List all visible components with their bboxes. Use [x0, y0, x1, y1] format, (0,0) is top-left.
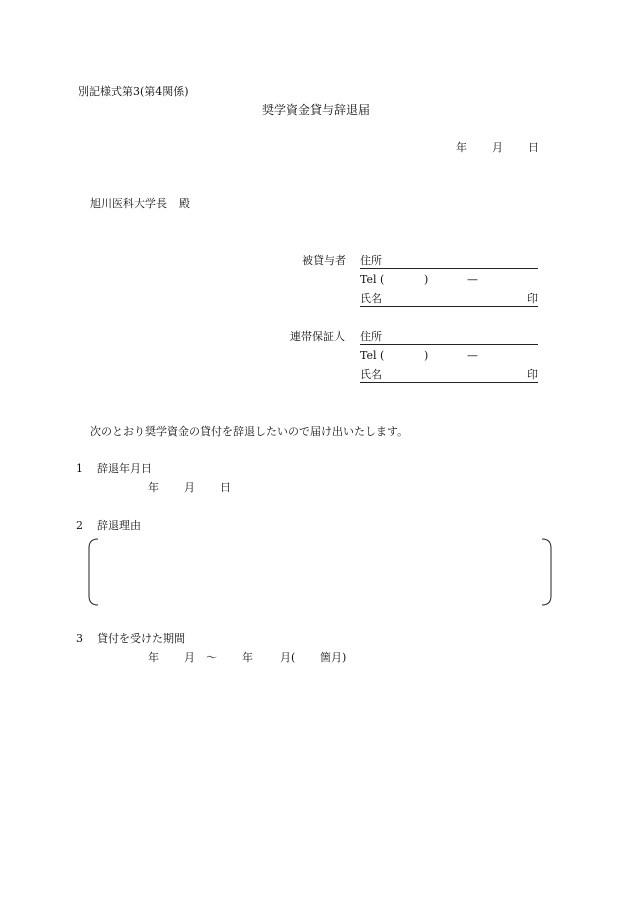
- section3-heading: [76, 632, 185, 646]
- addressee-name: 旭川医科大学長: [90, 197, 167, 210]
- guarantor-tel-label: Tel (: [360, 349, 385, 362]
- guarantor-seal-mark: 印: [527, 368, 538, 381]
- guarantor-tel-field[interactable]: [360, 349, 478, 363]
- addressee: [90, 197, 190, 211]
- borrower-tel-field[interactable]: [360, 273, 478, 287]
- borrower-address-field[interactable]: [360, 254, 538, 269]
- guarantor-name-label: 氏名: [360, 368, 382, 381]
- section1-month-label: 月: [184, 481, 195, 494]
- guarantor-tel-dash: —: [467, 349, 478, 362]
- date-day-label: 日: [528, 141, 539, 154]
- borrower-tel-dash: —: [467, 273, 478, 286]
- section2-label: 辞退理由: [97, 519, 141, 532]
- section1-year-label: 年: [148, 481, 159, 494]
- borrower-role-label: 被貸与者: [302, 254, 346, 267]
- borrower-address-label: 住所: [360, 254, 382, 267]
- date-year-label: 年: [456, 141, 467, 154]
- section3-label: 貸付を受けた期間: [97, 632, 185, 645]
- reason-text-area[interactable]: [88, 538, 552, 606]
- borrower-tel-close: ): [424, 273, 429, 286]
- page-title: 奨学資金貸与辞退届: [262, 103, 371, 117]
- borrower-name-field[interactable]: [360, 292, 538, 307]
- guarantor-address-label: 住所: [360, 330, 382, 343]
- form-identifier: 別記様式第3(第4関係): [78, 85, 189, 98]
- declaration-statement: 次のとおり奨学資金の貸付を辞退したいので届け出いたします。: [90, 425, 409, 438]
- section3-start-month-label: 月: [184, 651, 195, 664]
- section1-label: 辞退年月日: [97, 462, 152, 475]
- section3-end-month-label: 月(: [280, 651, 296, 664]
- addressee-honorific: 殿: [179, 197, 190, 210]
- section2-heading: [76, 519, 141, 533]
- bracket-frame: [88, 538, 552, 606]
- section3-end-year-label: 年: [242, 651, 253, 664]
- section3-number: 3: [76, 632, 83, 645]
- borrower-tel-label: Tel (: [360, 273, 385, 286]
- borrower-name-label: 氏名: [360, 292, 382, 305]
- section3-month-count-label: 箇月): [320, 651, 347, 664]
- section1-heading: [76, 462, 152, 476]
- section1-number: 1: [76, 462, 83, 475]
- guarantor-tel-close: ): [424, 349, 429, 362]
- left-bracket: [89, 539, 98, 605]
- section3-start-year-label: 年: [148, 651, 159, 664]
- guarantor-role-label: 連帯保証人: [290, 330, 345, 343]
- guarantor-name-field[interactable]: [360, 368, 538, 383]
- section1-day-label: 日: [220, 481, 231, 494]
- right-bracket: [542, 539, 551, 605]
- guarantor-address-field[interactable]: [360, 330, 538, 345]
- section3-range-tilde: 〜: [206, 651, 217, 664]
- borrower-seal-mark: 印: [527, 292, 538, 305]
- date-month-label: 月: [492, 141, 503, 154]
- section2-number: 2: [76, 519, 83, 532]
